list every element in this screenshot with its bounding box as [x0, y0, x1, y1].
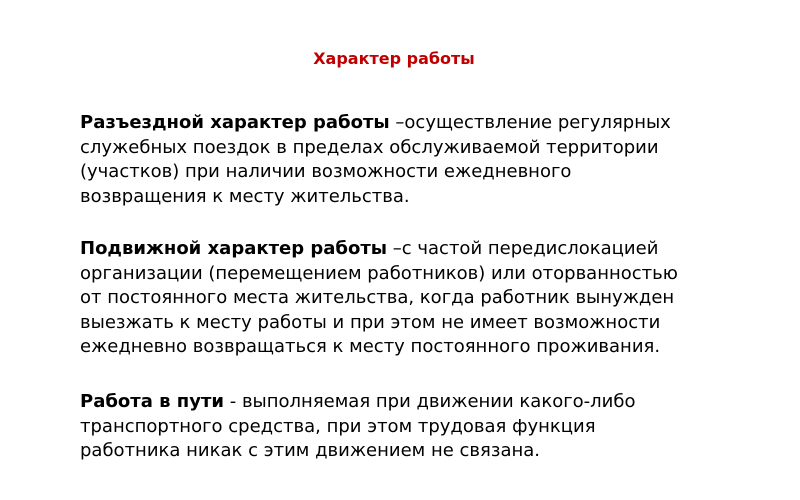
definition-text: –с частой передислокацией	[387, 238, 659, 259]
definition-term: Подвижной характер работы	[80, 238, 388, 259]
definition-term: Разъездной характер работы	[80, 112, 390, 133]
paragraph-line: ежедневно возвращаться к месту постоянного проживания.	[80, 336, 661, 357]
definition-paragraph-mobile-work	[80, 237, 760, 360]
definition-paragraph-work-on-the-road	[80, 390, 760, 464]
paragraph-line: (участков) при наличии возможности ежедневного	[80, 161, 572, 182]
paragraph-line: возвращения к месту жительства.	[80, 185, 410, 207]
slide-title: Характер работы	[313, 49, 475, 68]
paragraph-line: транспортного средства, при этом трудовая функция	[80, 415, 596, 437]
paragraph-line	[80, 390, 760, 415]
definition-text: - выполняемая при движении какого-либо	[224, 391, 636, 412]
definition-paragraph-traveling-work	[80, 111, 760, 209]
paragraph-line	[80, 111, 760, 136]
paragraph-line: работника никак с этим движением не связана.	[80, 440, 540, 461]
definition-text: –осуществление регулярных	[389, 112, 671, 133]
paragraph-line: служебных поездок в пределах обслуживаемой территории	[80, 136, 659, 158]
paragraph-line	[80, 237, 760, 262]
paragraph-line: выезжать к месту работы и при этом не имеет возможности	[80, 311, 661, 333]
paragraph-line: организации (перемещением работников) или оторванностью	[80, 262, 678, 284]
definition-term: Работа в пути	[80, 391, 224, 412]
paragraph-line: от постоянного места жительства, когда работник вынужден	[80, 287, 675, 308]
